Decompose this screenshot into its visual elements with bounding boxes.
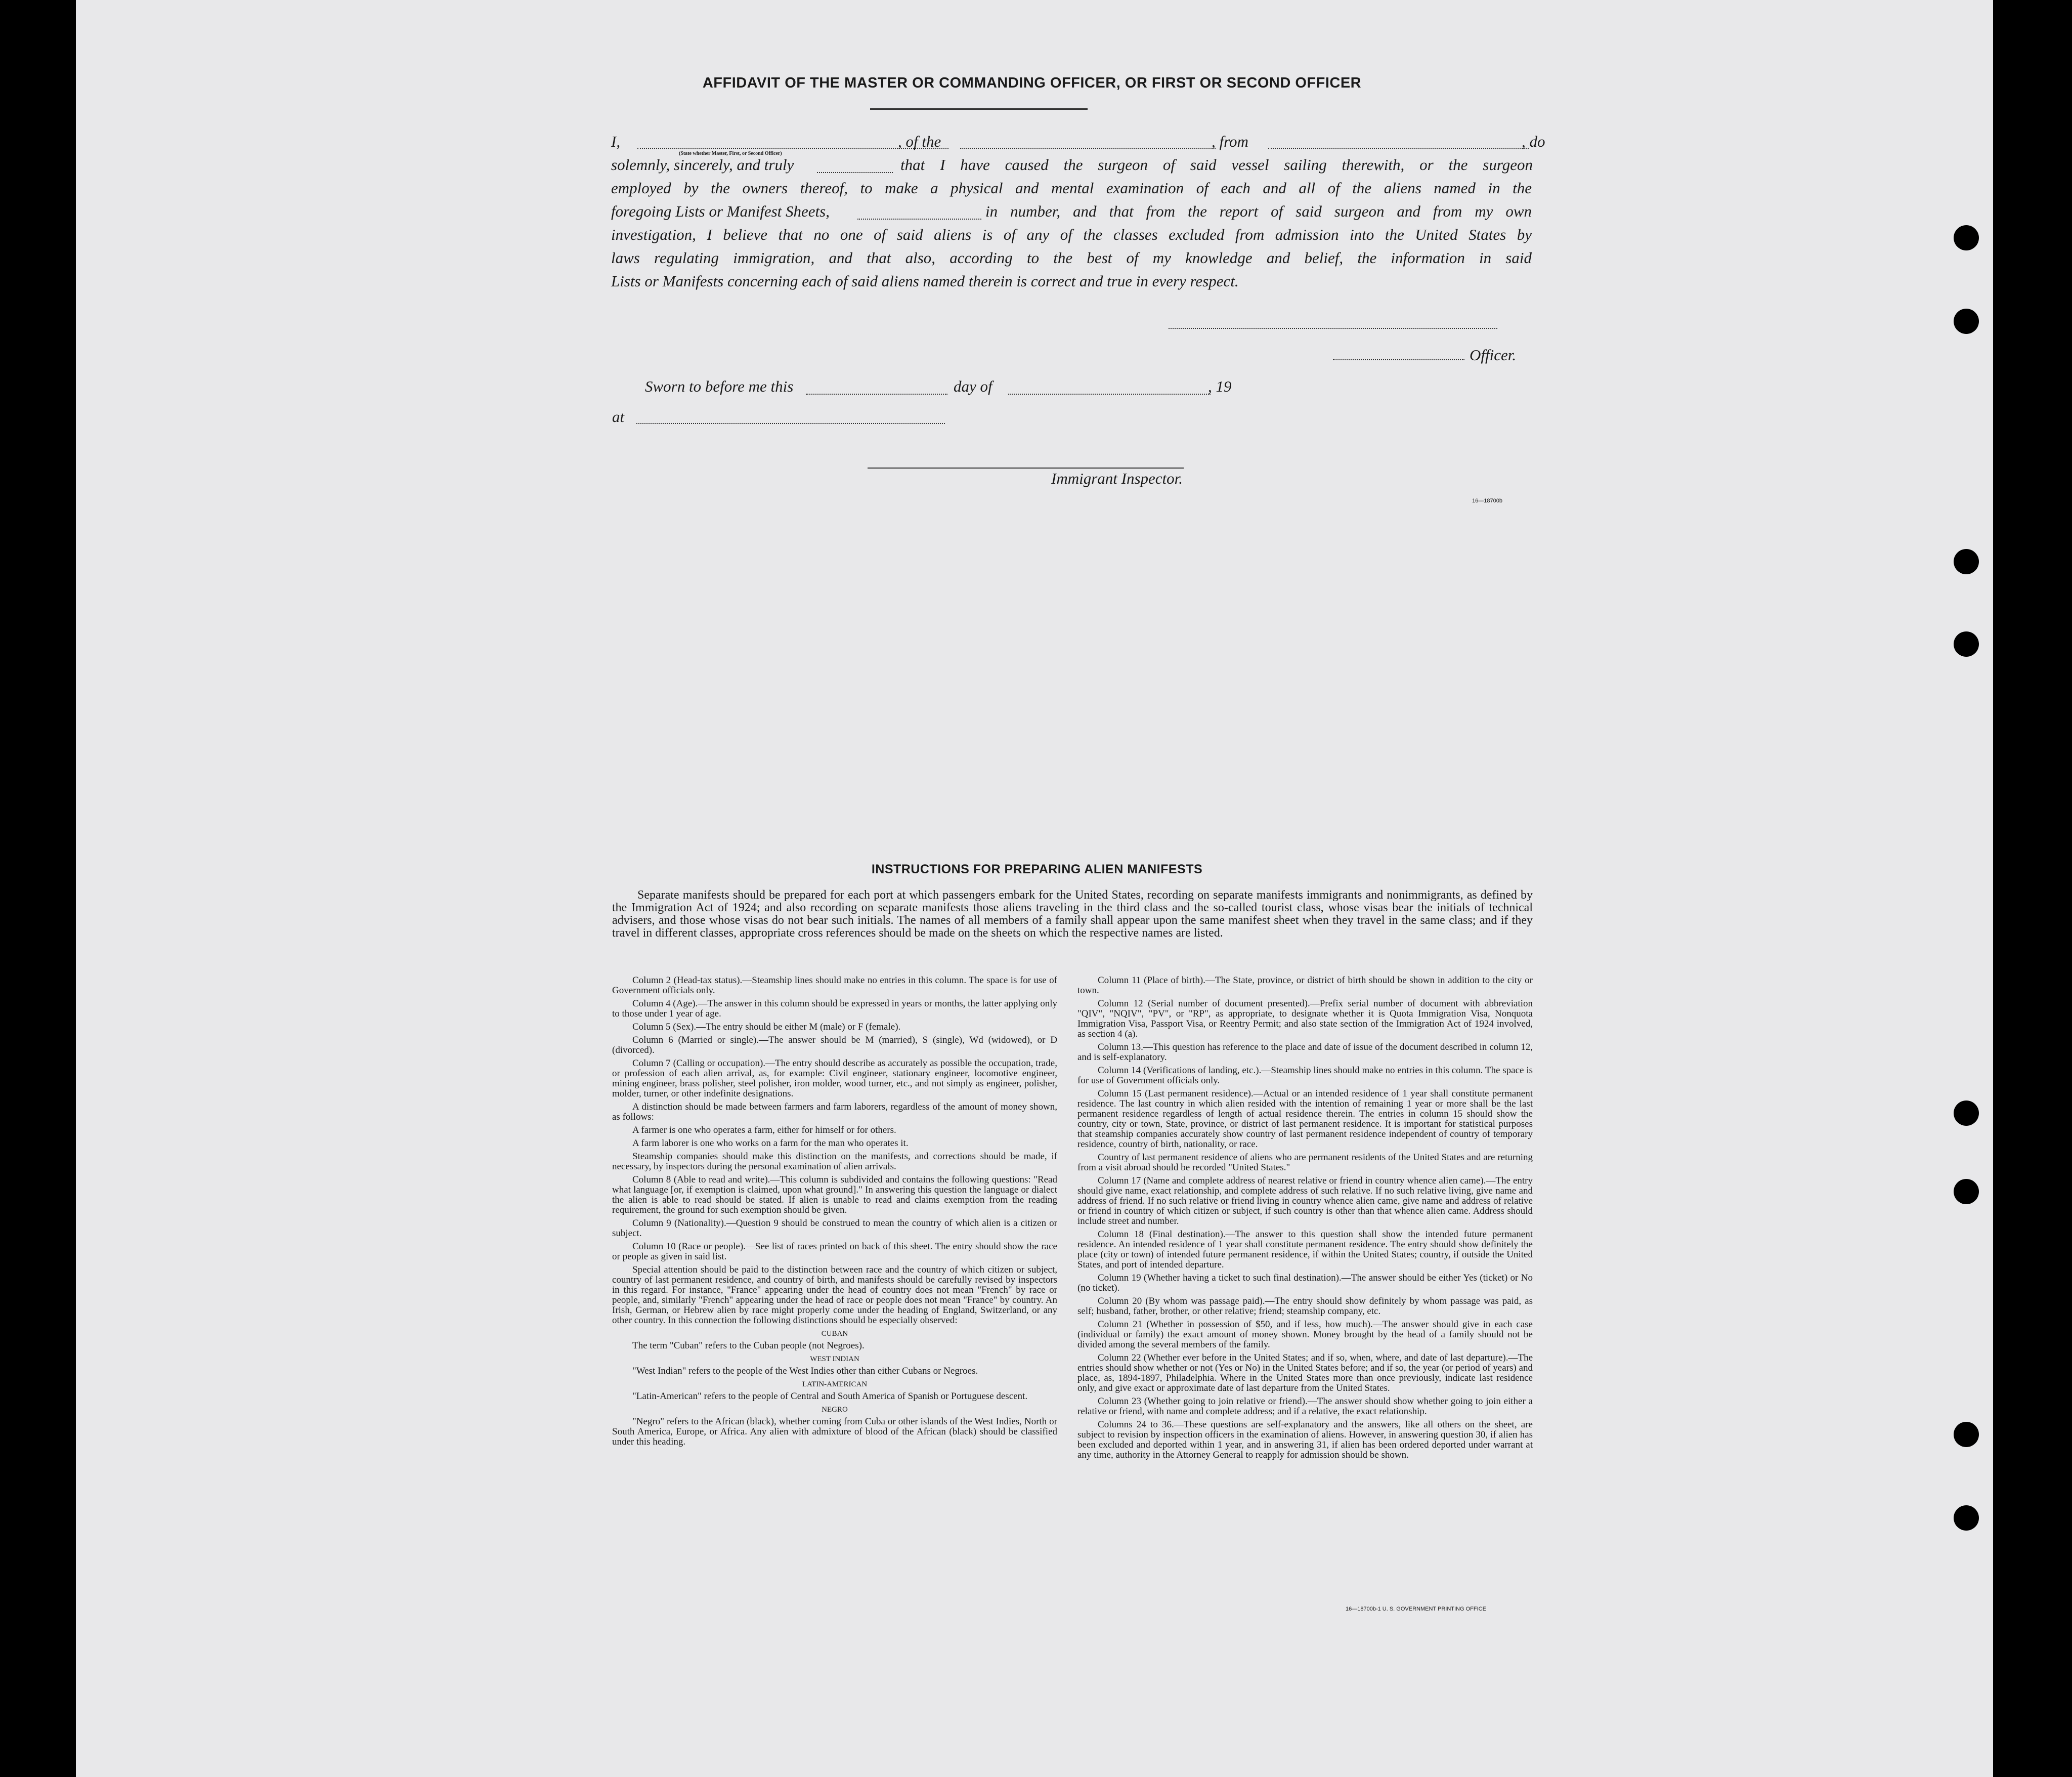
left-para-12: Column 10 (Race or people).—See list of races printed on back of this sheet. The entry should show the race or people as given in said list.	[612, 1241, 1057, 1262]
signature-line	[1169, 328, 1497, 329]
cuban-heading: CUBAN	[821, 1330, 848, 1338]
west-indian-heading: WEST INDIAN	[810, 1355, 859, 1363]
right-para-6: Country of last permanent residence of aliens who are permanent residents of the United States and are returning from a visit abroad should be recorded "United States."	[1077, 1152, 1533, 1173]
west-indian-definition: "West Indian" refers to the people of the West Indies other than either Cubans or Negroes.	[632, 1366, 978, 1376]
punch-hole-4	[1954, 631, 1979, 657]
punch-hole-6	[1954, 1179, 1979, 1204]
punch-hole-8	[1954, 1505, 1979, 1531]
affidavit-line7: Lists or Manifests concerning each of said aliens named therein is correct and true in every respect.	[611, 272, 1239, 290]
affidavit-line3: employed by the owners thereof, to make a physical and mental examination of each and all of the aliens named in the	[611, 179, 1532, 197]
latin-american-definition: "Latin-American" refers to the people of Central and South America of Spanish or Portuguese descent.	[632, 1391, 1028, 1402]
sheet-count-blank	[857, 219, 981, 220]
right-para-10: Column 20 (By whom was passage paid).—The entry should show definitely by whom passage was paid, as self; husband, father, brother, or other relative; friend; steamship company, etc.	[1077, 1296, 1533, 1317]
vessel-blank	[960, 148, 1216, 149]
left-para-4: Column 6 (Married or single).—The answer should be M (married), S (single), Wd (widowed), or D (divorced).	[612, 1035, 1057, 1055]
sworn-day-of: day of	[954, 377, 992, 395]
inspector-label: Immigrant Inspector.	[1051, 470, 1183, 487]
right-para-5: Column 15 (Last permanent residence).—Actual or an intended residence of 1 year shall constitute permanent residence. The last country in which alien resided with the intention of remaining 1 year or more shall be the last permanent residence regardless of length of actual residence therein. The entries in column 15 should show the country, city or town, State, province, or district of last permanent residence. It is important for statistical purposes that steamship companies accurately show country of last permanent residence independent of country of temporary residence, country of birth, nationality, or race.	[1077, 1088, 1533, 1150]
at-label: at	[612, 408, 625, 426]
affidavit-line5: investigation, I believe that no one of said aliens is of any of the classes excluded from admission into the United States by	[611, 226, 1532, 243]
left-para-13: Special attention should be paid to the distinction between race and the country of which citizen or subject, country of last permanent residence, and country of birth, and manifests should be carefully revised by inspectors in this regard. For instance, "France" appearing under the head of country does not mean "French" by race or people, and, similarly "French" appearing under the head of race or people does not mean "France" by country. An Irish, German, or Hebrew alien by race might properly come under the heading of England, Switzerland, or any other country. In this connection the following distinctions should be especially observed:	[612, 1264, 1057, 1326]
sworn-month-blank	[1008, 394, 1211, 395]
punch-hole-5	[1954, 1101, 1979, 1126]
left-para-8: A farm laborer is one who works on a farm for the man who operates it.	[632, 1138, 909, 1149]
title-rule	[870, 108, 1088, 110]
right-para-3: Column 13.—This question has reference to the place and date of issue of the document described in column 12, and is self-explanatory.	[1077, 1042, 1533, 1063]
left-para-9: Steamship companies should make this distinction on the manifests, and corrections should be made, if necessary, by inspectors during the personal examination of alien arrivals.	[612, 1151, 1057, 1172]
form-number: 16—18700b	[1472, 498, 1502, 504]
left-para-6: A distinction should be made between farmers and farm laborers, regardless of the amount of money shown, as follows:	[612, 1102, 1057, 1122]
negro-heading: NEGRO	[822, 1406, 848, 1414]
negro-definition: "Negro" refers to the African (black), whether coming from Cuba or other islands of the West Indies, North or South America, Europe, or Africa. Any alien with admixture of blood of the African (black) should be classified under this heading.	[612, 1416, 1057, 1447]
punch-hole-3	[1954, 549, 1979, 574]
right-para-9: Column 19 (Whether having a ticket to such final destination).—The answer should be either Yes (ticket) or No (no ticket).	[1077, 1273, 1533, 1293]
sworn-text: Sworn to before me this	[645, 377, 794, 395]
left-para-5: Column 7 (Calling or occupation).—The entry should describe as accurately as possible the occupation, trade, or profession of each alien arrival, as, for example: Civil engineer, stationary engineer, locomotive engineer, mining engineer, brass polisher, steel polisher, iron molder, wood turner, etc., and not simply as engineer, polisher, molder, turner, or other indefinite designations.	[612, 1058, 1057, 1099]
left-para-11: Column 9 (Nationality).—Question 9 should be construed to mean the country of which alien is a citizen or subject.	[612, 1218, 1057, 1239]
officer-label: Officer.	[1470, 346, 1517, 364]
affidavit-line4a: foregoing Lists or Manifest Sheets,	[611, 202, 830, 220]
right-para-7: Column 17 (Name and complete address of nearest relative or friend in country whence alien came).—The entry should give name, exact relationship, and complete address of such relative. If no such relative living, give name and address of friend. If no such relative or friend living in country whence alien came, give name and address of relative or friend in country of which citizen or subject, if such country is other than that whence alien came. Address should include street and number.	[1077, 1175, 1533, 1226]
left-para-2: Column 4 (Age).—The answer in this column should be expressed in years or months, the latter applying only to those under 1 year of age.	[612, 998, 1057, 1019]
officer-title-line	[1333, 359, 1464, 360]
inspector-signature-line	[868, 468, 1184, 469]
punch-hole-1	[1954, 225, 1979, 250]
sworn-day-blank	[806, 394, 947, 395]
right-para-4: Column 14 (Verifications of landing, etc.).—Steamship lines should make no entries in this column. The space is for use of Government officials only.	[1077, 1065, 1533, 1086]
document-sheet	[76, 0, 1993, 1777]
punch-hole-2	[1954, 309, 1979, 334]
punch-hole-7	[1954, 1422, 1979, 1447]
affidavit-line4b: in number, and that from the report of said surgeon and from my own	[985, 202, 1532, 220]
right-para-2: Column 12 (Serial number of document presented).—Prefix serial number of document with abbreviation "QIV", "NQIV", "PV", or "RP", as appropriate, to designate whether it is Quota Immigration Visa, Nonquota Immigration Visa, Passport Visa, or Reentry Permit; and also state section of the Immigration Act of 1924 involved, as section 4 (a).	[1077, 998, 1533, 1039]
sworn-year: , 19	[1208, 377, 1232, 395]
instructions-title: INSTRUCTIONS FOR PREPARING ALIEN MANIFESTS	[871, 862, 1203, 876]
right-para-13: Column 23 (Whether going to join relative or friend).—The answer should show whether going to join either a relative or friend, with name and complete address; and if a relative, the exact relationship.	[1077, 1396, 1533, 1417]
right-para-12: Column 22 (Whether ever before in the United States; and if so, when, where, and date of last departure).—The entries should show whether or not (Yes or No) in the United States before; and if so, the year (or period of years) and place, as, 1894-1897, Philadelphia. Where in the United States more than once previously, indicate last residence only, and give exact or approximate date of last departure from the United States.	[1077, 1352, 1533, 1393]
affidavit-do: , do	[1522, 133, 1545, 150]
printing-office-footer: 16—18700b-1 U. S. GOVERNMENT PRINTING OFFICE	[1346, 1606, 1486, 1612]
affidavit-line2a: solemnly, sincerely, and truly	[611, 156, 794, 174]
right-para-11: Column 21 (Whether in possession of $50, and if less, how much).—The answer should give in each case (individual or family) the exact amount of money shown. Money brought by the head of a family should not be divided among the several members of the family.	[1077, 1319, 1533, 1350]
affidavit-from: , from	[1212, 133, 1248, 150]
left-para-7: A farmer is one who operates a farm, either for himself or for others.	[632, 1125, 896, 1135]
rank-hint: (State whether Master, First, or Second Officer)	[679, 151, 782, 156]
cuban-definition: The term "Cuban" refers to the Cuban people (not Negroes).	[632, 1340, 865, 1351]
right-para-14: Columns 24 to 36.—These questions are self-explanatory and the answers, like all others on the sheet, are subject to revision by inspection officers in the examination of aliens. However, in answering question 30, if alien has been excluded and deported within 1 year, and in answering 31, if alien has been ordered deported under warrant at any time, authority in the Attorney General to reapply for admission should be shown.	[1077, 1419, 1533, 1460]
oath-blank	[817, 172, 893, 173]
instructions-intro: Separate manifests should be prepared for each port at which passengers embark for the United States, recording on separate manifests immigrants and nonimmigrants, as defined by the Immigration Act of 1924; and also recording on separate manifests those aliens traveling in the third class and the so-called tourist class, whose visas bear the initials of technical advisers, and those whose visas do not bear such initials. The names of all members of a family shall appear upon the same manifest sheet when they travel in the same class; and if they travel in different classes, appropriate cross references should be made on the sheets on which the respective names are listed.	[612, 889, 1533, 940]
left-para-10: Column 8 (Able to read and write).—This column is subdivided and contains the following questions: "Read what language [or, if exemption is claimed, upon what ground]." In answering this question the language or dialect the alien is able to read should be stated. If alien is unable to read and claims exemption from the reading requirement, the ground for such exemption should be given.	[612, 1174, 1057, 1215]
affidavit-i: I,	[611, 133, 621, 150]
latin-american-heading: LATIN-AMERICAN	[802, 1380, 868, 1388]
affidavit-title: AFFIDAVIT OF THE MASTER OR COMMANDING OFFICER, OR FIRST OR SECOND OFFICER	[702, 75, 1362, 91]
left-para-3: Column 5 (Sex).—The entry should be either M (male) or F (female).	[632, 1022, 901, 1032]
right-para-1: Column 11 (Place of birth).—The State, province, or district of birth should be shown in addition to the city or town.	[1077, 975, 1533, 996]
right-para-8: Column 18 (Final destination).—The answer to this question shall show the intended future permanent residence. An intended residence of 1 year shall constitute permanent residence. The entry should show definitely the place (city or town) of intended future permanent residence, if within the United States; country, if outside the United States, and port of intended departure.	[1077, 1229, 1533, 1270]
affidavit-of-the: , of the	[898, 133, 941, 150]
affidavit-line2b: that I have caused the surgeon of said vessel sailing therewith, or the surgeon	[900, 156, 1533, 174]
instructions-left-column	[612, 976, 1057, 1450]
affidavit-line6: laws regulating immigration, and that also, according to the best of my knowledge and belief, the information in said	[611, 249, 1532, 267]
at-place-blank	[636, 423, 945, 424]
left-para-1: Column 2 (Head-tax status).—Steamship lines should make no entries in this column. The space is for use of Government officials only.	[612, 975, 1057, 996]
port-blank	[1268, 148, 1529, 149]
instructions-right-column	[1077, 976, 1533, 1463]
